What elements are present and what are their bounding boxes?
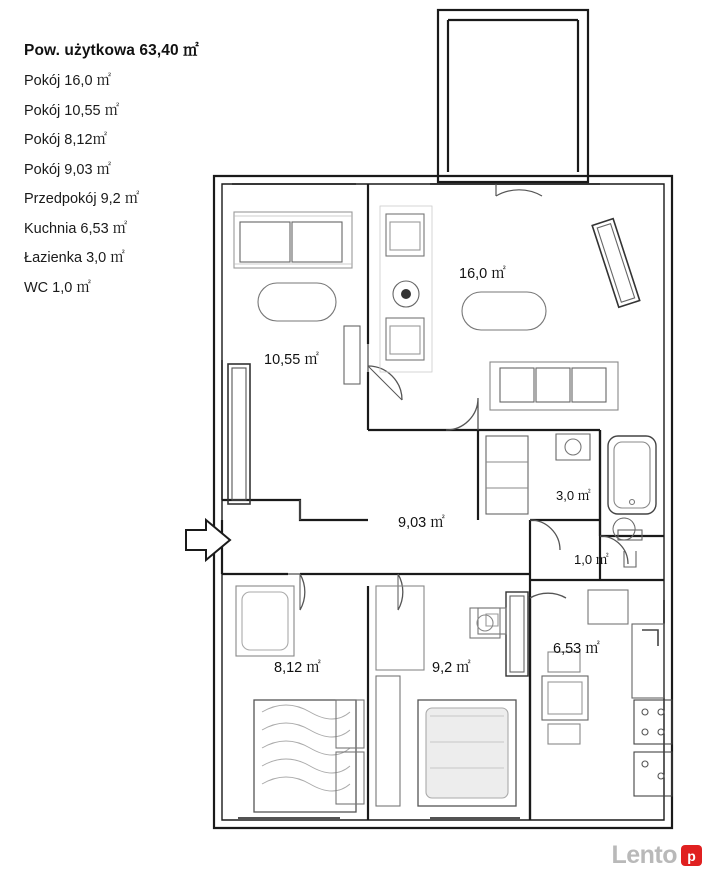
room-label-hallway: 9,03 ㎡ [398,515,445,531]
furniture [228,206,672,812]
legend-item: Kuchnia 6,53 ㎡ [24,220,128,237]
legend-title: Pow. użytkowa 63,40 ㎡ [24,42,199,59]
watermark-badge: p [681,845,702,866]
watermark [611,841,702,870]
door-swings [288,184,628,610]
room-label-bathroom: 3,0 ㎡ [556,488,591,503]
legend-item: Pokój 16,0 ㎡ [24,73,112,89]
legend-item: Przedpokój 9,2 ㎡ [24,191,140,207]
legend-item: Pokój 8,12㎡ [24,132,108,148]
room-label-living: 16,0 ㎡ [459,266,506,282]
legend-item: Łazienka 3,0 ㎡ [24,250,125,266]
entrance-arrow [186,520,230,560]
watermark-text: Lento [611,841,677,869]
room-label-kitchen: 6,53 ㎡ [553,641,600,657]
legend-item: WC 1,0 ㎡ [24,279,91,296]
legend-item: Pokój 10,55 ㎡ [24,102,120,119]
room-label-room-10-55: 10,55 ㎡ [264,352,319,368]
room-label-wc: 1,0 ㎡ [574,552,609,567]
legend-item: Pokój 9,03 ㎡ [24,161,112,178]
room-label-room-9-2: 9,2 ㎡ [432,660,471,676]
room-label-room-8-12: 8,12 ㎡ [274,660,321,676]
